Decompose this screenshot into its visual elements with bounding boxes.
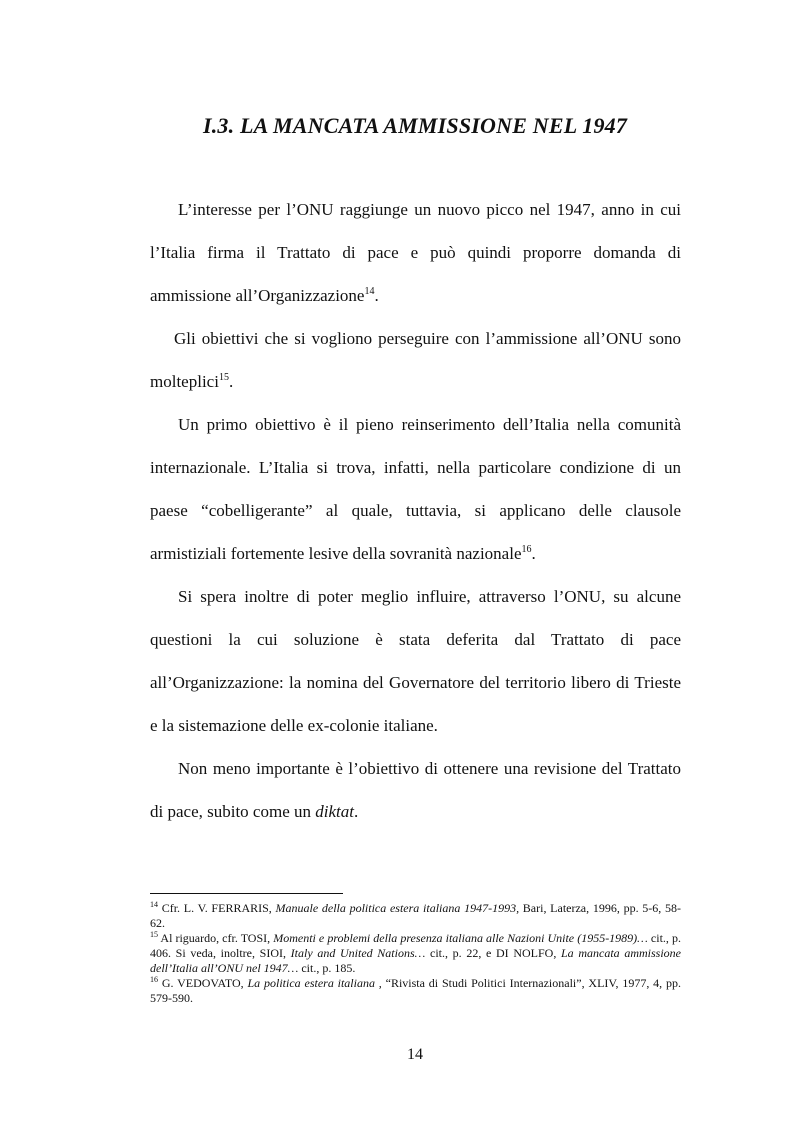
paragraph bbox=[150, 575, 681, 747]
footnote-15 bbox=[150, 931, 681, 976]
footnote-text: Al riguardo, cfr. TOSI, bbox=[158, 931, 274, 945]
paragraph-text: . bbox=[353, 802, 359, 821]
paragraph-text: Gli obiettivi che si vogliono perseguire con l’ammissione all’ONU sono molteplici bbox=[150, 329, 681, 391]
footnote-title: Italy and United Nations… bbox=[290, 946, 426, 960]
footnote-ref: 16 bbox=[521, 544, 532, 555]
footnote-text: cit., p. 22, e DI NOLFO, bbox=[425, 946, 561, 960]
footnote-title: La mancata ammissione dell’Italia all’ONU nel 1947… bbox=[150, 946, 681, 975]
footnote-text: cit., p. 185. bbox=[298, 961, 356, 975]
paragraph bbox=[150, 188, 681, 317]
footnotes bbox=[150, 901, 681, 1006]
footnote-text: “Rivista di Studi Politici Internazionali”, XLIV, 1977, 4, pp. 579-590. bbox=[150, 976, 682, 1005]
page-number: 14 bbox=[407, 1046, 423, 1063]
paragraph bbox=[150, 403, 681, 575]
paragraph-text: Un primo obiettivo è il pieno reinserimento dell’Italia nella comunità internazionale. L’Italia si trova, infatti, nella particolare condizione di un paese “cobelligerante” al quale, tuttavia, si applicano delle clausole armistiziali fortemente lesive della sovranità nazionale bbox=[150, 415, 681, 563]
footnote-14 bbox=[150, 901, 681, 931]
footnote-text: Bari, Laterza, 1996, pp. 5-6, 58-62. bbox=[150, 901, 681, 930]
paragraph-text: Non meno importante è l’obiettivo di ottenere una revisione del Trattato di pace, subito come un bbox=[150, 759, 681, 821]
paragraph bbox=[150, 317, 681, 403]
footnote-number: 15 bbox=[150, 930, 158, 939]
footnote-text: cit., p. 406. Si veda, inoltre, SIOI, bbox=[150, 931, 681, 960]
footnote-text: Cfr. L. V. FERRARIS, bbox=[158, 901, 276, 915]
emphasis-text: diktat bbox=[315, 802, 354, 821]
footnote-separator bbox=[150, 893, 343, 894]
body-text bbox=[150, 188, 681, 833]
footnote-number: 14 bbox=[150, 900, 158, 909]
chapter-heading: I.3. LA MANCATA AMMISSIONE NEL 1947 bbox=[202, 113, 628, 138]
paragraph-text: Si spera inoltre di poter meglio influire, attraverso l’ONU, su alcune questioni la cui soluzione è stata deferita dal Trattato di pace all’Organizzazione: la nomina del Governatore del territorio libero di Trieste e la sistemazione delle ex-colonie italiane. bbox=[150, 587, 681, 735]
footnote-ref: 14 bbox=[364, 286, 375, 297]
paragraph-text: L’interesse per l’ONU raggiunge un nuovo picco nel 1947, anno in cui l’Italia firma il Trattato di pace e può quindi proporre domanda di ammissione all’Organizzazione bbox=[150, 200, 681, 305]
footnote-title: La politica estera italiana , bbox=[247, 976, 382, 990]
paragraph-text: . bbox=[374, 286, 379, 305]
footnote-number: 16 bbox=[150, 975, 158, 984]
paragraph-text: . bbox=[228, 372, 234, 391]
paragraph bbox=[150, 747, 681, 833]
footnote-title: Manuale della politica estera italiana 1947-1993, bbox=[275, 901, 520, 915]
footnote-16 bbox=[150, 976, 681, 1006]
footnote-ref: 15 bbox=[218, 372, 229, 383]
footnote-title: Momenti e problemi della presenza italiana alle Nazioni Unite (1955-1989)… bbox=[273, 931, 648, 945]
paragraph-text: . bbox=[531, 544, 536, 563]
footnote-text: G. VEDOVATO, bbox=[158, 976, 248, 990]
